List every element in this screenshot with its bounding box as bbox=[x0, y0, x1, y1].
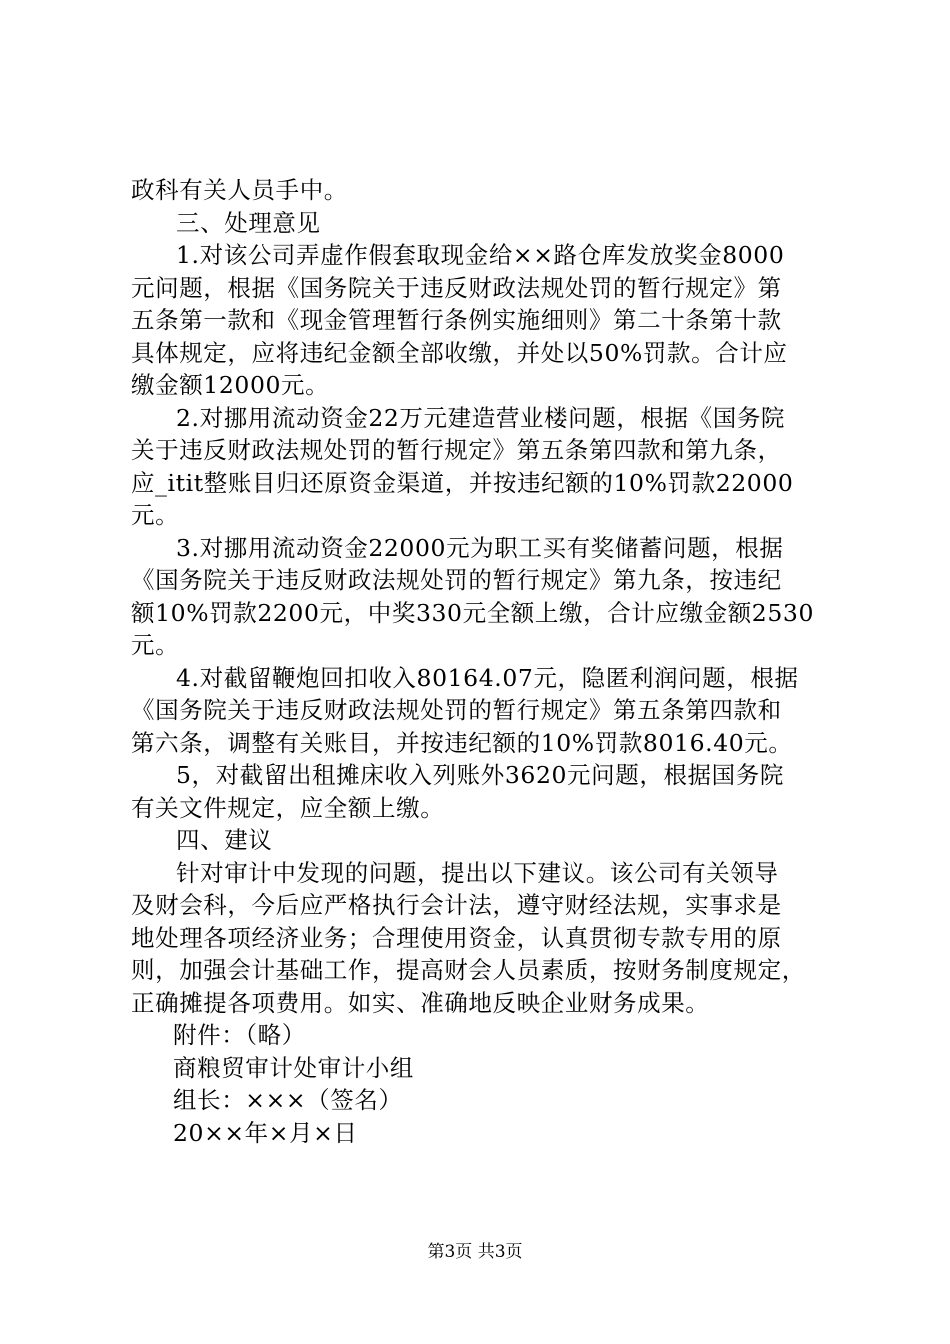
text-line: 第六条，调整有关账目，并按违纪额的10%罚款8016.40元。 bbox=[131, 728, 793, 757]
text-line: 应_itit整账目归还原资金渠道，并按违纪额的10%罚款22000 bbox=[131, 468, 794, 497]
text-line: 地处理各项经济业务；合理使用资金，认真贯彻专款专用的原 bbox=[131, 923, 782, 952]
text-line: 则，加强会计基础工作，提高财会人员素质，按财务制度规定， bbox=[131, 956, 806, 984]
text-line: 缴金额12000元。 bbox=[131, 371, 330, 399]
text-line: 有关文件规定，应全额上缴。 bbox=[131, 793, 445, 822]
text-line: 2.对挪用流动资金22万元建造营业楼问题，根据《国务院 bbox=[176, 403, 786, 432]
section-heading: 三、处理意见 bbox=[176, 208, 321, 237]
page-footer: 第3页 共3页 bbox=[427, 1242, 523, 1262]
text-line: 针对审计中发现的问题，提出以下建议。该公司有关领导 bbox=[176, 858, 779, 887]
signature-leader: 组长：×××（签名） bbox=[173, 1086, 403, 1114]
text-line: 五条第一款和《现金管理暂行条例实施细则》第二十条第十款 bbox=[131, 306, 782, 334]
attachment-line: 附件：（略） bbox=[173, 1021, 306, 1049]
signature-org: 商粮贸审计处审计小组 bbox=[173, 1053, 414, 1082]
text-line: 额10%罚款2200元，中奖330元全额上缴，合计应缴金额2530 bbox=[131, 598, 814, 627]
text-line: 元。 bbox=[131, 631, 180, 659]
text-line: 及财会科，今后应严格执行会计法，遵守财经法规，实事求是 bbox=[131, 891, 782, 919]
text-line: 正确摊提各项费用。如实、准确地反映企业财务成果。 bbox=[131, 988, 710, 1017]
text-line: 具体规定，应将违纪金额全部收缴，并处以50%罚款。合计应 bbox=[131, 338, 788, 367]
text-line: 5，对截留出租摊床收入列账外3620元问题，根据国务院 bbox=[176, 761, 784, 789]
text-line: 政科有关人员手中。 bbox=[131, 176, 348, 204]
text-line: 《国务院关于违反财政法规处罚的暂行规定》第五条第四款和 bbox=[131, 696, 782, 724]
section-heading: 四、建议 bbox=[176, 826, 273, 854]
text-line: 3.对挪用流动资金22000元为职工买有奖储蓄问题，根据 bbox=[176, 533, 784, 562]
signature-date: 20××年×月×日 bbox=[173, 1118, 358, 1147]
text-line: 元。 bbox=[131, 501, 180, 529]
text-line: 关于违反财政法规处罚的暂行规定》第五条第四款和第九条， bbox=[131, 436, 782, 464]
document-body bbox=[131, 174, 831, 1149]
text-line: 《国务院关于违反财政法规处罚的暂行规定》第九条，按违纪 bbox=[131, 566, 782, 594]
text-line: 4.对截留鞭炮回扣收入80164.07元，隐匿利润问题，根据 bbox=[176, 663, 799, 692]
text-line: 元问题，根据《国务院关于违反财政法规处罚的暂行规定》第 bbox=[131, 273, 782, 302]
text-line: 1.对该公司弄虚作假套取现金给××路仓库发放奖金8000 bbox=[176, 241, 785, 269]
